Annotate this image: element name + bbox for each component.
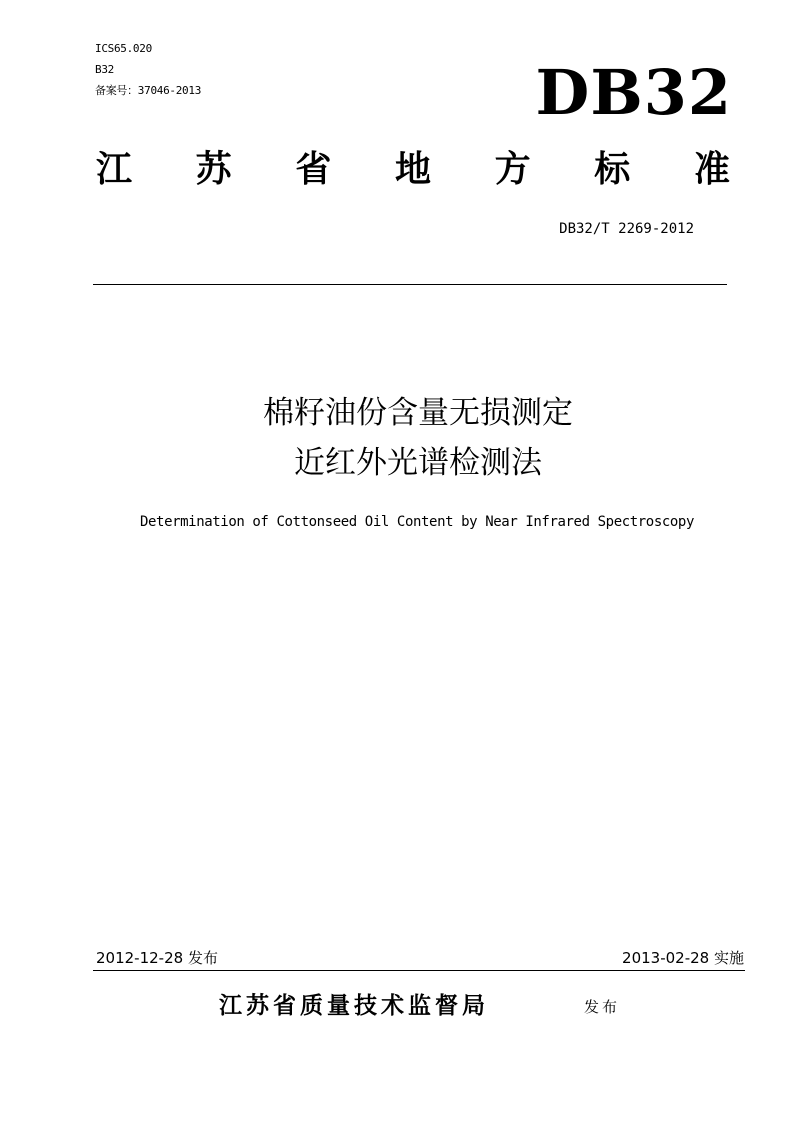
standard-type-char: 标 bbox=[594, 149, 631, 190]
title-line-2: 近红外光谱检测法 bbox=[294, 445, 542, 481]
standard-type-char: 苏 bbox=[195, 149, 232, 190]
standard-type-char: 方 bbox=[494, 149, 531, 190]
implementation-date: 2013-02-28 实施 bbox=[622, 949, 744, 967]
standard-code-logo: DB32 bbox=[535, 56, 732, 129]
standard-type-char: 省 bbox=[295, 149, 332, 190]
ccs-code: B32 bbox=[95, 63, 114, 76]
title-line-1: 棉籽油份含量无损测定 bbox=[263, 395, 573, 431]
title-english: Determination of Cottonseed Oil Content by Near Infrared Spectroscopy bbox=[140, 514, 694, 530]
issuing-authority-suffix: 发布 bbox=[584, 998, 621, 1016]
standard-number: DB32/T 2269-2012 bbox=[559, 221, 694, 237]
filing-number: 备案号：37046-2013 bbox=[95, 84, 202, 97]
ics-code: ICS65.020 bbox=[95, 42, 152, 55]
top-divider bbox=[93, 284, 727, 285]
standard-type-char: 江 bbox=[96, 149, 133, 190]
standard-type-char: 准 bbox=[693, 149, 730, 190]
bottom-divider bbox=[93, 970, 745, 971]
standard-type-heading bbox=[96, 148, 730, 192]
standard-type-char: 地 bbox=[394, 149, 431, 190]
issuing-authority: 江苏省质量技术监督局 bbox=[219, 993, 489, 1019]
issue-date: 2012-12-28 发布 bbox=[96, 949, 218, 967]
